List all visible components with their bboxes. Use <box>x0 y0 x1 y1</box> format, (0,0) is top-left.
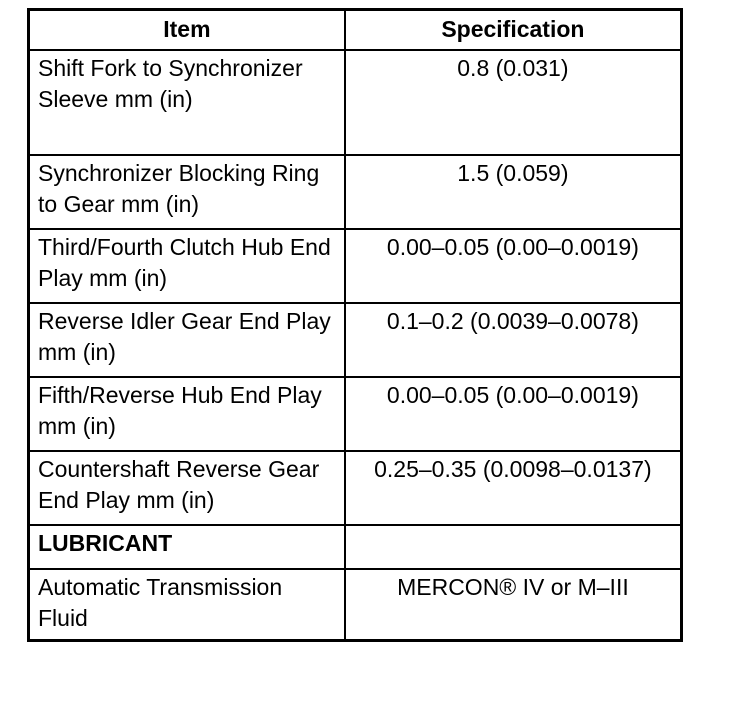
table-row <box>29 377 682 451</box>
table-row <box>29 569 682 641</box>
table-row <box>29 451 682 525</box>
item-cell: Automatic Transmission Fluid <box>29 569 345 641</box>
spec-cell: 0.25–0.35 (0.0098–0.0137) <box>345 451 682 525</box>
table-row <box>29 155 682 229</box>
column-header-specification: Specification <box>345 10 682 51</box>
spec-cell: 0.8 (0.031) <box>345 50 682 155</box>
spec-cell: 1.5 (0.059) <box>345 155 682 229</box>
table-row <box>29 525 682 569</box>
item-cell: Third/Fourth Clutch Hub End Play mm (in) <box>29 229 345 303</box>
spec-cell: 0.00–0.05 (0.00–0.0019) <box>345 377 682 451</box>
column-header-item: Item <box>29 10 345 51</box>
item-cell: Countershaft Reverse Gear End Play mm (in) <box>29 451 345 525</box>
table-row <box>29 229 682 303</box>
table-header-row <box>29 10 682 51</box>
specification-table <box>27 8 683 642</box>
item-cell: Synchronizer Blocking Ring to Gear mm (in) <box>29 155 345 229</box>
section-label-lubricant: LUBRICANT <box>29 525 345 569</box>
table-row <box>29 303 682 377</box>
item-cell: Shift Fork to Synchronizer Sleeve mm (in) <box>29 50 345 155</box>
spec-cell: MERCON® IV or M–III <box>345 569 682 641</box>
item-cell: Fifth/Reverse Hub End Play mm (in) <box>29 377 345 451</box>
spec-cell <box>345 525 682 569</box>
table-row <box>29 50 682 155</box>
spec-cell: 0.1–0.2 (0.0039–0.0078) <box>345 303 682 377</box>
spec-cell: 0.00–0.05 (0.00–0.0019) <box>345 229 682 303</box>
item-cell: Reverse Idler Gear End Play mm (in) <box>29 303 345 377</box>
